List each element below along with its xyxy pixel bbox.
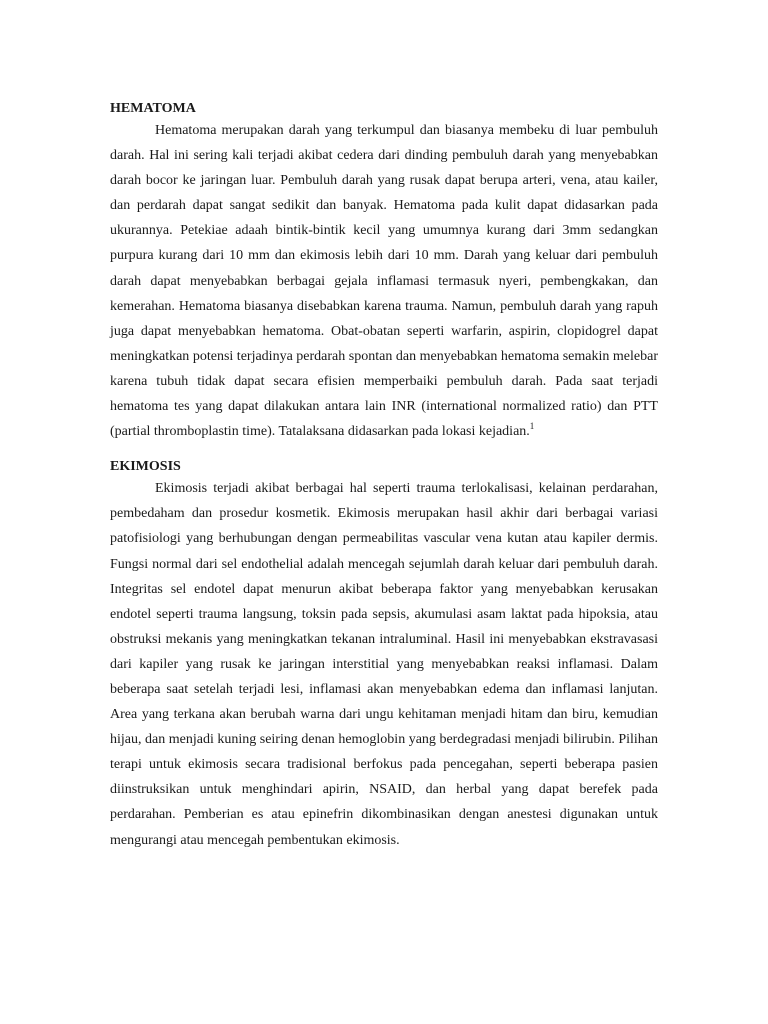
section-heading: HEMATOMA	[110, 101, 196, 116]
section-heading: EKIMOSIS	[110, 459, 181, 475]
document-page	[110, 100, 658, 853]
section-ekimosis	[110, 458, 658, 852]
section-paragraph	[110, 476, 658, 852]
section-paragraph	[110, 118, 658, 444]
paragraph-text: Hematoma merupakan darah yang terkumpul dan biasanya membeku di luar pembuluh darah. Hal ini sering kali terjadi akibat cedera dari dinding pembuluh darah yang menyebabkan darah bocor ke jaringan luar. Pembuluh darah yang rusak dapat berupa arteri, vena, atau kailer, dan perdarah dapat sangat sedikit dan banyak. Hematoma pada kulit dapat didasarkan pada ukurannya. Petekiae adaah bintik-bintik kecil yang umumnya kurang dari 3mm sedangkan purpura kurang dari 10 mm dan ekimosis lebih dari 10 mm. Darah yang keluar dari pembuluh darah dapat menyebabkan berbagai gejala inflamasi termasuk nyeri, pembengkakan, dan kemerahan. Hematoma biasanya disebabkan karena trauma. Namun, pembuluh darah yang rapuh juga dapat menyebabkan hematoma. Obat-obatan seperti warfarin, aspirin, clopidogrel dapat meningkatkan potensi terjadinya perdarah spontan dan menyebabkan hematoma semakin melebar karena tubuh tidak dapat secara efisien memperbaiki pembuluh darah. Pada saat terjadi hematoma tes yang dapat dilakukan antara lain INR (international normalized ratio) dan PTT (partial thromboplastin time). Tatalaksana didasarkan pada lokasi kejadian.	[110, 123, 658, 440]
footnote-marker: 1	[529, 421, 535, 432]
paragraph-text: Ekimosis terjadi akibat berbagai hal seperti trauma terlokalisasi, kelainan perdarahan, pembedaham dan prosedur kosmetik. Ekimosis merupakan hasil akhir dari berbagai variasi patofisiologi yang berhubungan dengan permeabilitas vascular vena kutan atau kapiler dermis. Fungsi normal dari sel endothelial adalah mencegah sejumlah darah keluar dari pembuluh darah. Integritas sel endotel dapat menurun akibat beberapa faktor yang menyebabkan kerusakan endotel seperti trauma langsung, toksin pada sepsis, akumulasi asam laktat pada hipoksia, atau obstruksi mekanis yang meningkatkan tekanan intraluminal. Hasil ini menyebabkan ekstravasasi dari kapiler yang rusak ke jaringan interstitial yang menyebabkan reaksi inflamasi. Dalam beberapa saat setelah terjadi lesi, inflamasi akan menyebabkan edema dan inflamasi lanjutan. Area yang terkana akan berubah warna dari ungu kehitaman menjadi hitam dan biru, kemudian hijau, dan menjadi kuning seiring denan hemoglobin yang berdegradasi menjadi bilirubin. Pilihan terapi untuk ekimosis secara tradisional berfokus pada pencegahan, seperti beberapa pasien diinstruksikan untuk menghindari apirin, NSAID, dan herbal yang dapat berefek pada perdarahan. Pemberian es atau epinefrin dikombinasikan dengan anestesi digunakan untuk mengurangi atau mencegah pembentukan ekimosis.	[110, 481, 658, 848]
section-hematoma	[110, 100, 658, 444]
